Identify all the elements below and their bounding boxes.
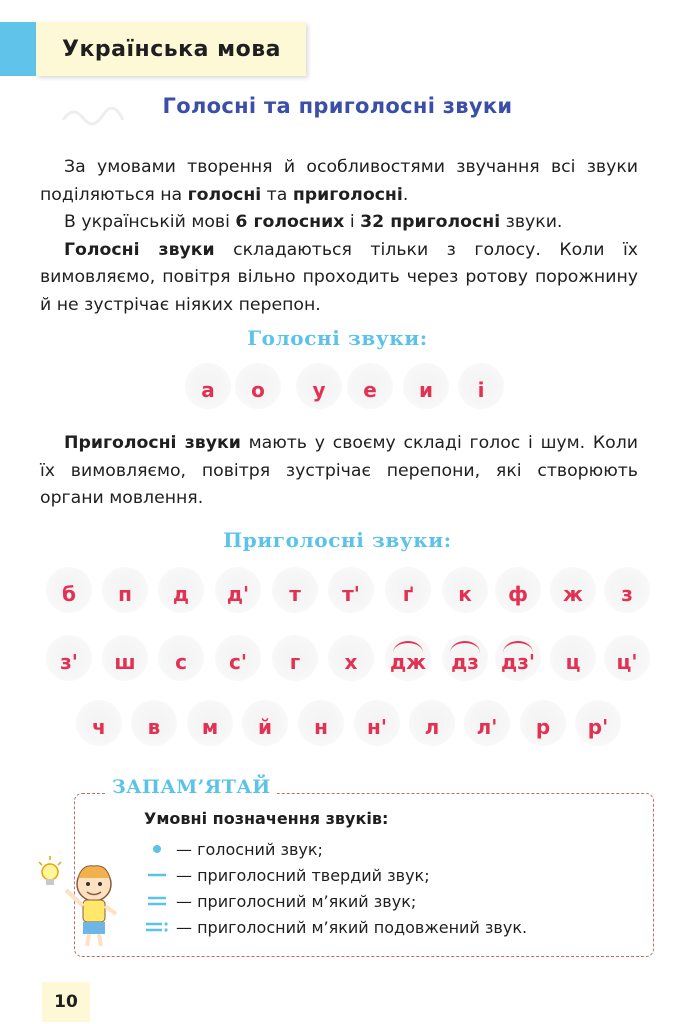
sound-letter-label: к — [458, 582, 472, 606]
sound-letter — [215, 635, 261, 681]
sound-letter — [495, 567, 541, 613]
legend-item-soft-consonant — [144, 889, 416, 913]
sound-letter-label: ц — [565, 650, 581, 674]
bold-term: Приголосні звуки — [64, 433, 241, 453]
sound-letter — [575, 700, 621, 746]
sound-letter-label: о — [251, 378, 265, 402]
legend-text: — голосний звук; — [176, 839, 323, 859]
legend-heading: Умовні позначення звуків: — [144, 809, 389, 828]
sound-letter — [403, 363, 449, 409]
vowels-heading: Голосні звуки: — [247, 326, 428, 350]
sound-letter — [604, 635, 650, 681]
text: мають у своєму складі голос і шум. Коли їх вимовляємо, повітря зустрічає перепони, які створюють органи мовлення. — [40, 433, 638, 509]
sound-letter — [215, 567, 261, 613]
page-number: 10 — [42, 982, 90, 1022]
sound-letter-label: в — [147, 715, 161, 739]
sound-letter — [272, 567, 318, 613]
sound-letter-label: ґ — [402, 582, 414, 606]
sound-letter — [458, 363, 504, 409]
intro-paragraph-1 — [40, 154, 638, 209]
text: звуки. — [500, 212, 563, 233]
consonant-text — [40, 430, 638, 513]
subject-header — [36, 22, 306, 76]
sound-letter-label: ж — [563, 582, 583, 606]
sound-letter — [354, 700, 400, 746]
text: і — [344, 212, 361, 233]
sound-letter — [235, 363, 281, 409]
sound-letter-label: д — [172, 582, 190, 606]
sound-letter — [409, 700, 455, 746]
double-line-colon-icon — [144, 920, 170, 934]
sound-letter-label: н — [314, 715, 328, 739]
sound-letter-label: н' — [367, 715, 387, 739]
intro-paragraph-3 — [40, 237, 638, 320]
boy-with-lightbulb-icon — [36, 850, 128, 950]
text: складаються тільки з голосу. Коли їх вимовляємо, повітря вільно проходить через ротову порожнину й не зустрічає ніяких перепон. — [40, 239, 638, 315]
legend-item-vowel — [144, 837, 323, 861]
sound-letter — [242, 700, 288, 746]
sound-letter — [328, 635, 374, 681]
sound-letter — [187, 700, 233, 746]
sound-letter-label: а — [201, 378, 215, 402]
sound-letter-label: дз' — [501, 650, 535, 674]
sound-letter-label: л' — [476, 715, 498, 739]
sound-letter-label: ц' — [616, 650, 638, 674]
sound-letter-label: р' — [587, 715, 609, 739]
double-line-icon — [144, 894, 170, 908]
single-line-icon — [144, 869, 170, 881]
legend-text: — приголосний м’який подовжений звук. — [176, 917, 528, 937]
intro-text — [40, 154, 638, 320]
vowels-row — [40, 363, 660, 407]
header-color-strip — [0, 22, 36, 76]
sound-letter — [464, 700, 510, 746]
sound-letter-label: х — [344, 650, 358, 674]
sound-letter — [550, 635, 596, 681]
sound-letter-label: р — [535, 715, 551, 739]
bold-term: голосні — [187, 184, 262, 205]
sound-letter — [158, 635, 204, 681]
sound-letter-label: ш — [114, 650, 136, 674]
legend-item-hard-consonant — [144, 863, 430, 887]
sound-letter — [158, 567, 204, 613]
sound-letter — [102, 635, 148, 681]
sound-letter — [604, 567, 650, 613]
sound-letter — [347, 363, 393, 409]
consonants-row-2 — [40, 635, 660, 679]
sound-letter-label: у — [312, 378, 326, 402]
sound-letter — [296, 363, 342, 409]
text: . — [402, 184, 409, 205]
legend-text: — приголосний твердий звук; — [176, 865, 430, 885]
sound-letter — [328, 567, 374, 613]
sound-letter-label: і — [477, 378, 485, 402]
sound-letter — [550, 567, 596, 613]
sound-letter-label: п — [118, 582, 132, 606]
consonants-row-3 — [40, 700, 660, 744]
sound-letter-label: е — [363, 378, 377, 402]
sound-letter-label: з — [621, 582, 633, 606]
sound-letter-label: т — [289, 582, 301, 606]
page-title: Голосні та приголосні звуки — [162, 94, 513, 118]
legend-text: — приголосний м’який звук; — [176, 891, 417, 911]
sound-letter — [385, 635, 431, 681]
sound-letter-label: ч — [92, 715, 106, 739]
sound-letter-label: б — [62, 582, 76, 606]
sound-letter-label: ф — [508, 582, 528, 606]
sound-letter-label: г — [289, 650, 301, 674]
text: За умовами творення й особливостями звучання всі звуки поділяються на — [40, 157, 638, 205]
sound-letter-label: т' — [342, 582, 360, 606]
sound-letter-label: с' — [229, 650, 247, 674]
sound-letter-label: дж — [389, 650, 427, 674]
consonants-row-1 — [40, 567, 660, 611]
sound-letter — [298, 700, 344, 746]
text: та — [261, 184, 293, 205]
sound-letter — [185, 363, 231, 409]
dot-icon — [144, 843, 170, 855]
bold-term: Голосні звуки — [64, 239, 215, 260]
sound-letter — [46, 635, 92, 681]
sound-letter — [102, 567, 148, 613]
sound-letter — [46, 567, 92, 613]
sound-letter — [76, 700, 122, 746]
bold-term: приголосні — [292, 184, 403, 205]
bold-term: 6 голосних — [235, 212, 345, 233]
remember-title: ЗАПАМ’ЯТАЙ — [106, 776, 277, 798]
sound-letter-label: й — [257, 715, 272, 739]
legend-item-long-soft-consonant — [144, 915, 527, 939]
text: В українській мові — [64, 212, 236, 233]
sound-letter — [442, 635, 488, 681]
sound-letter-label: л — [424, 715, 440, 739]
bold-term: 32 приголосні — [360, 212, 501, 233]
sound-letter-label: дз — [451, 650, 479, 674]
sound-letter — [385, 567, 431, 613]
sound-letter-label: д' — [226, 582, 250, 606]
consonant-paragraph — [40, 430, 638, 513]
sound-letter — [442, 567, 488, 613]
sound-letter-label: з' — [60, 650, 78, 674]
intro-paragraph-2 — [40, 209, 638, 237]
sound-letter-label: с — [175, 650, 187, 674]
sound-letter — [495, 635, 541, 681]
sound-letter — [520, 700, 566, 746]
subject-title: Українська мова — [62, 36, 281, 62]
sound-letter — [272, 635, 318, 681]
sound-letter — [131, 700, 177, 746]
sound-letter-label: м — [201, 715, 219, 739]
consonants-heading: Приголосні звуки: — [223, 528, 452, 552]
sound-letter-label: и — [418, 378, 433, 402]
